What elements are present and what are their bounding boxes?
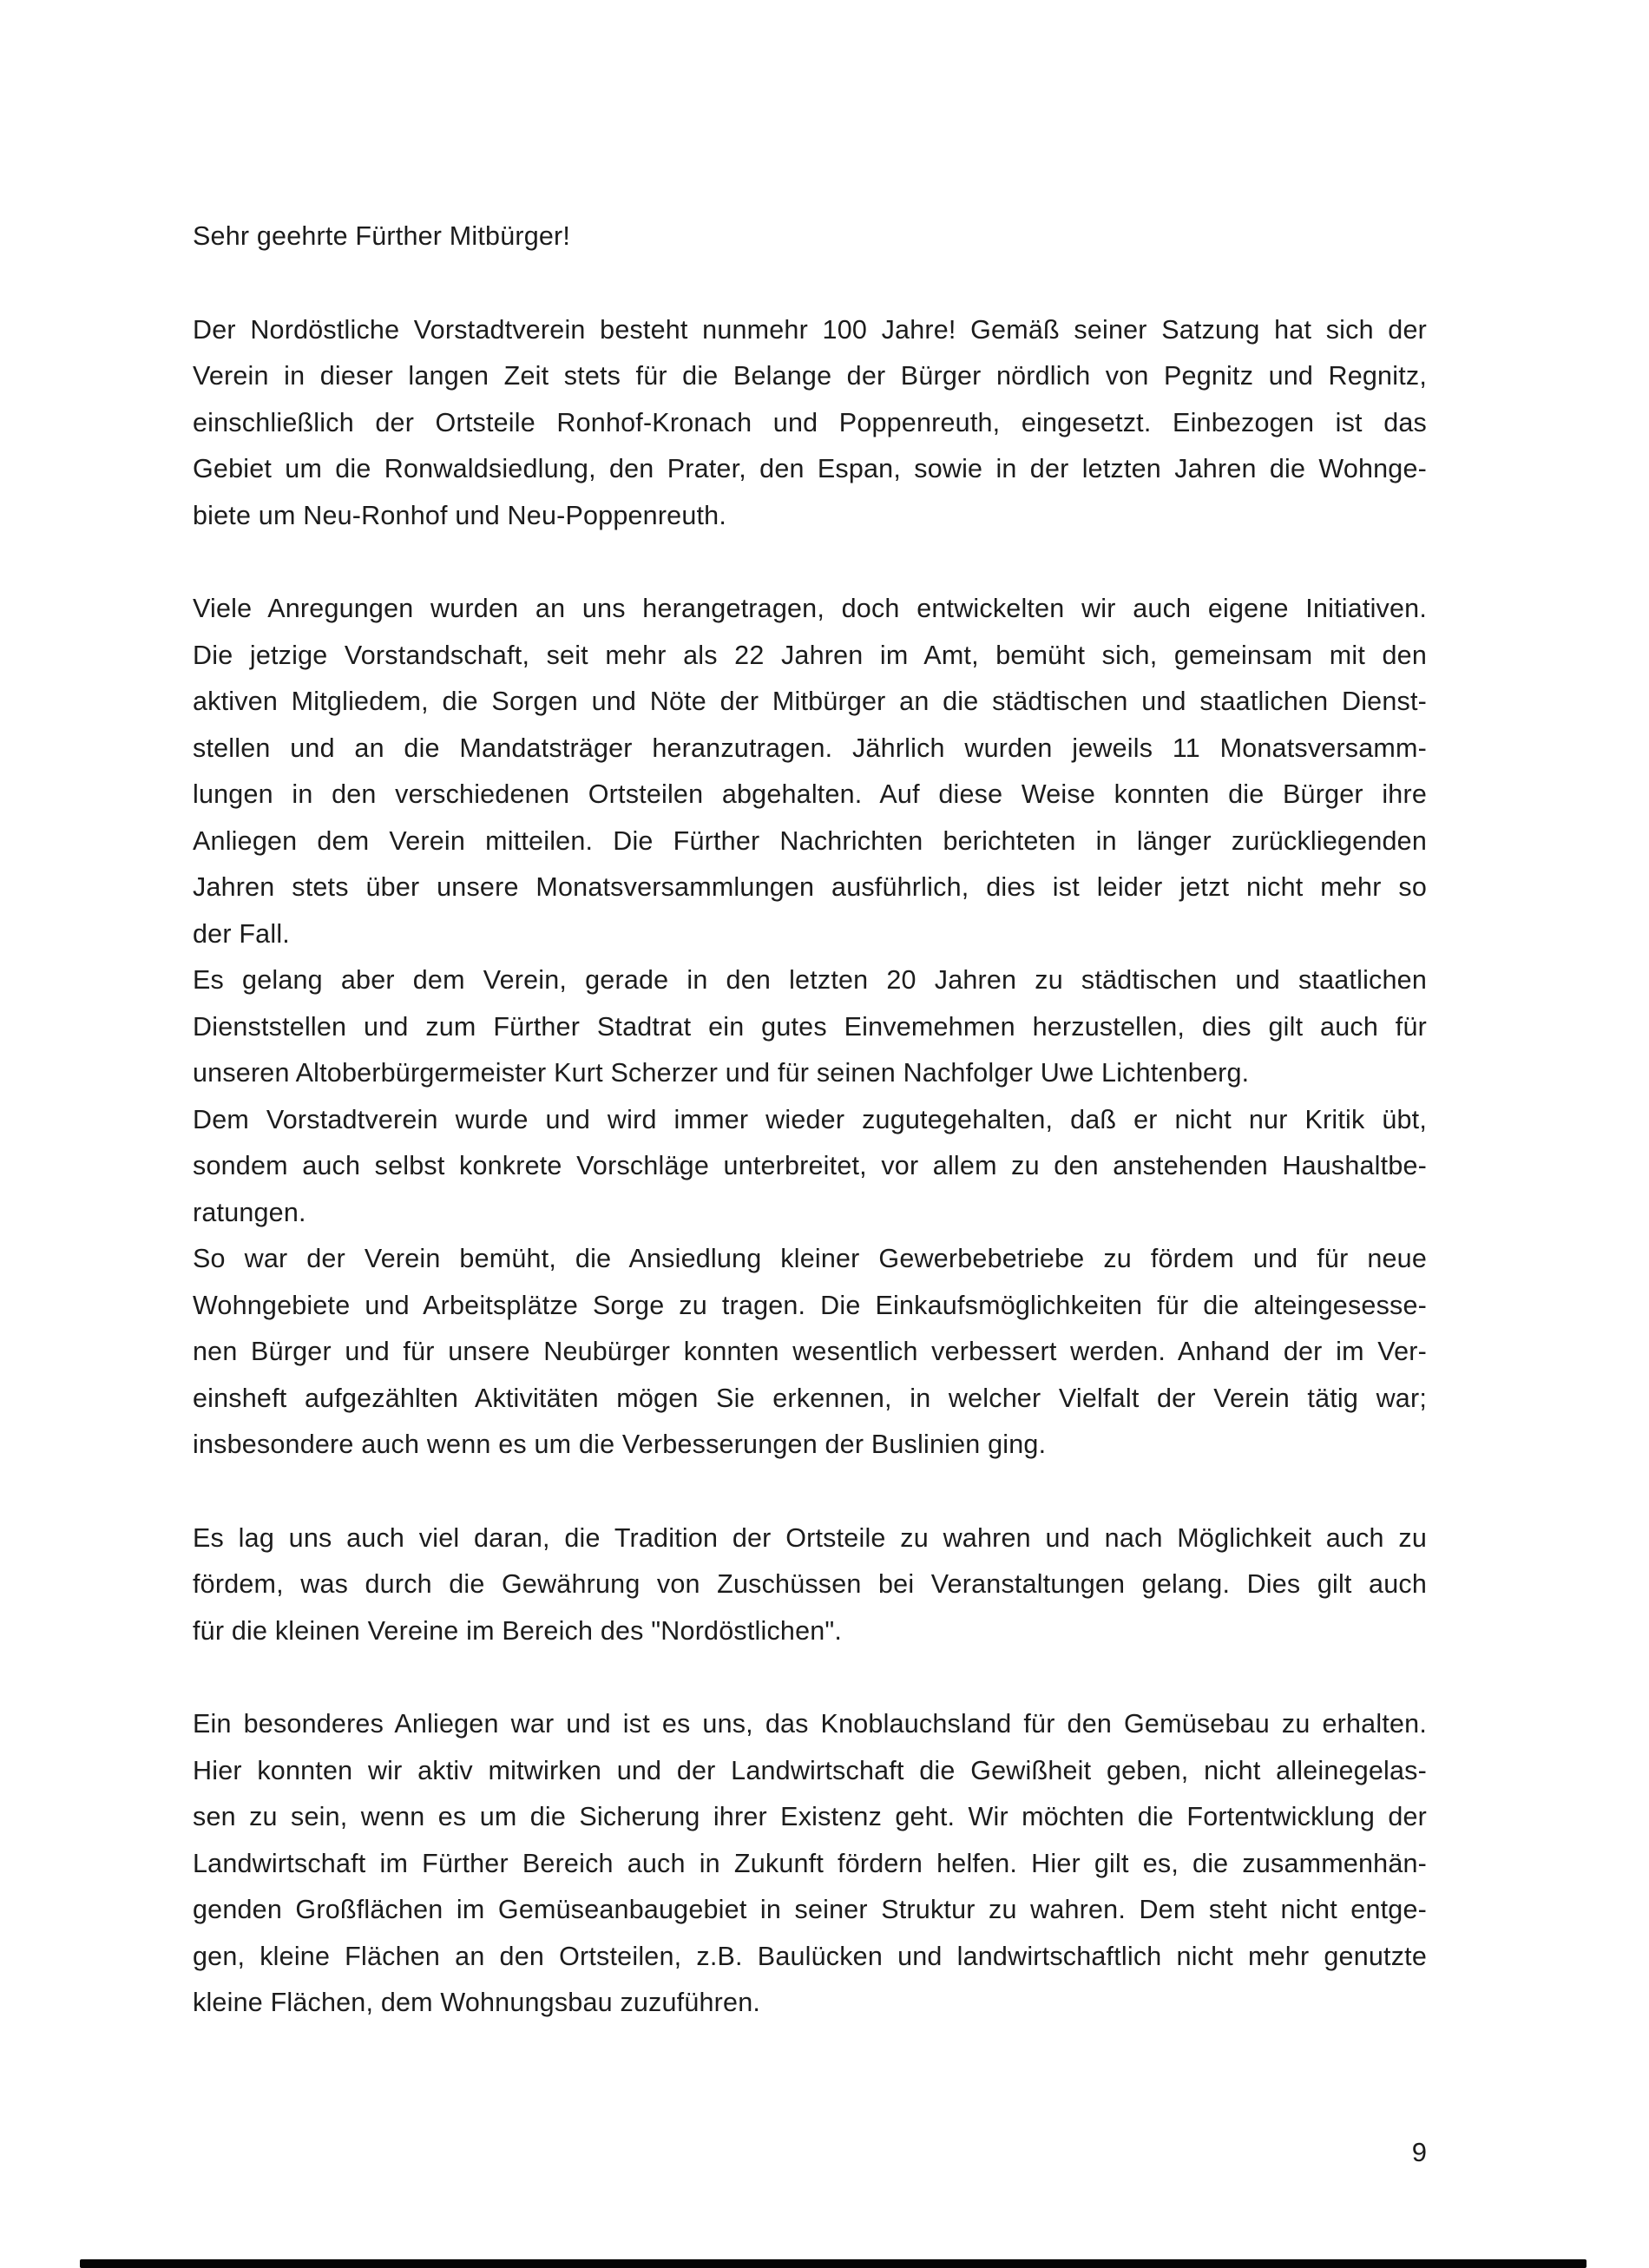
text-line: Die jetzige Vorstandschaft, seit mehr als 22 Jahren im Amt, bemüht sich, gemeinsam mit den <box>193 640 1427 670</box>
paragraph <box>193 307 1427 540</box>
text-line: gen, kleine Flächen an den Ortsteilen, z.B. Baulücken und landwirtschaftlich nicht mehr genutzte <box>193 1941 1427 1971</box>
scan-edge-artifact <box>80 2259 1587 2268</box>
text-line: genden Großflächen im Gemüseanbaugebiet in seiner Struktur zu wahren. Dem steht nicht entge- <box>193 1895 1427 1924</box>
paragraph <box>193 957 1427 1097</box>
text-line: aktiven Mitgliedem, die Sorgen und Nöte der Mitbürger an die städtischen und staatlichen Dienst- <box>193 687 1427 716</box>
text-line: Dem Vorstadtverein wurde und wird immer wieder zugutegehalten, daß er nicht nur Kritik übt, <box>193 1104 1427 1134</box>
text-line: So war der Verein bemüht, die Ansiedlung kleiner Gewerbebetriebe zu fördem und für neue <box>193 1244 1427 1273</box>
text-line: kleine Flächen, dem Wohnungsbau zuzuführen. <box>193 1988 761 2017</box>
text-line: Ein besonderes Anliegen war und ist es uns, das Knoblauchsland für den Gemüsebau zu erhalten. <box>193 1709 1427 1739</box>
text-line: Sehr geehrte Fürther Mitbürger! <box>193 221 571 251</box>
text-line: sondem auch selbst konkrete Vorschläge unterbreitet, vor allem zu den anstehenden Haushaltbe- <box>193 1151 1427 1180</box>
text-line: Jahren stets über unsere Monatsversammlungen ausführlich, dies ist leider jetzt nicht mehr so <box>193 872 1427 902</box>
text-line: insbesondere auch wenn es um die Verbesserungen der Buslinien ging. <box>193 1430 1047 1459</box>
paragraph <box>193 586 1427 957</box>
text-line: fördem, was durch die Gewährung von Zuschüssen bei Veranstaltungen gelang. Dies gilt auch <box>193 1569 1427 1599</box>
text-line: ratungen. <box>193 1197 306 1227</box>
text-line: Der Nordöstliche Vorstadtverein besteht nunmehr 100 Jahre! Gemäß seiner Satzung hat sich der <box>193 314 1427 345</box>
text-line: Gebiet um die Ronwaldsiedlung, den Prater, den Espan, sowie in der letzten Jahren die Wohnge- <box>193 454 1427 483</box>
text-line: Wohngebiete und Arbeitsplätze Sorge zu tragen. Die Einkaufsmöglichkeiten für die alteingesesse- <box>193 1290 1427 1320</box>
paragraph <box>193 1236 1427 1469</box>
text-line: stellen und an die Mandatsträger heranzutragen. Jährlich wurden jeweils 11 Monatsversamm- <box>193 733 1427 763</box>
text-line: Verein in dieser langen Zeit stets für die Belange der Bürger nördlich von Pegnitz und Regnitz, <box>193 361 1427 391</box>
text-line: Es gelang aber dem Verein, gerade in den letzten 20 Jahren zu städtischen und staatlichen <box>193 965 1427 995</box>
paragraph <box>193 1097 1427 1237</box>
paragraph <box>193 1515 1427 1655</box>
document-text <box>193 214 1427 2027</box>
paragraph <box>193 1701 1427 2027</box>
text-line: für die kleinen Vereine im Bereich des "Nordöstlichen". <box>193 1615 843 1646</box>
text-line: einschließlich der Ortsteile Ronhof-Kronach und Poppenreuth, eingesetzt. Einbezogen ist das <box>193 407 1427 437</box>
text-line: der Fall. <box>193 918 290 949</box>
page-number: 9 <box>1411 2137 1427 2167</box>
text-line: unseren Altoberbürgermeister Kurt Scherzer und für seinen Nachfolger Uwe Lichtenberg. <box>193 1058 1250 1088</box>
text-line: lungen in den verschiedenen Ortsteilen abgehalten. Auf diese Weise konnten die Bürger ihre <box>193 779 1427 809</box>
text-line: sen zu sein, wenn es um die Sicherung ihrer Existenz geht. Wir möchten die Fortentwicklung der <box>193 1802 1427 1831</box>
paragraph <box>193 214 1427 260</box>
text-line: Landwirtschaft im Fürther Bereich auch in Zukunft fördern helfen. Hier gilt es, die zusammenhän- <box>193 1848 1427 1878</box>
text-line: Anliegen dem Verein mitteilen. Die Fürther Nachrichten berichteten in länger zurückliegenden <box>193 825 1427 856</box>
text-line: biete um Neu-Ronhof und Neu-Poppenreuth. <box>193 500 727 530</box>
text-line: nen Bürger und für unsere Neubürger konnten wesentlich verbessert werden. Anhand der im Ver- <box>193 1337 1427 1366</box>
text-line: Hier konnten wir aktiv mitwirken und der Landwirtschaft die Gewißheit geben, nicht alleinegelas- <box>193 1755 1427 1785</box>
text-line: Dienststellen und zum Fürther Stadtrat ein gutes Einvemehmen herzustellen, dies gilt auch für <box>193 1011 1427 1042</box>
text-line: einsheft aufgezählten Aktivitäten mögen Sie erkennen, in welcher Vielfalt der Verein tätig war; <box>193 1383 1427 1413</box>
text-line: Es lag uns auch viel daran, die Tradition der Ortsteile zu wahren und nach Möglichkeit auch zu <box>193 1522 1427 1553</box>
text-line: Viele Anregungen wurden an uns herangetragen, doch entwickelten wir auch eigene Initiativen. <box>193 594 1427 623</box>
